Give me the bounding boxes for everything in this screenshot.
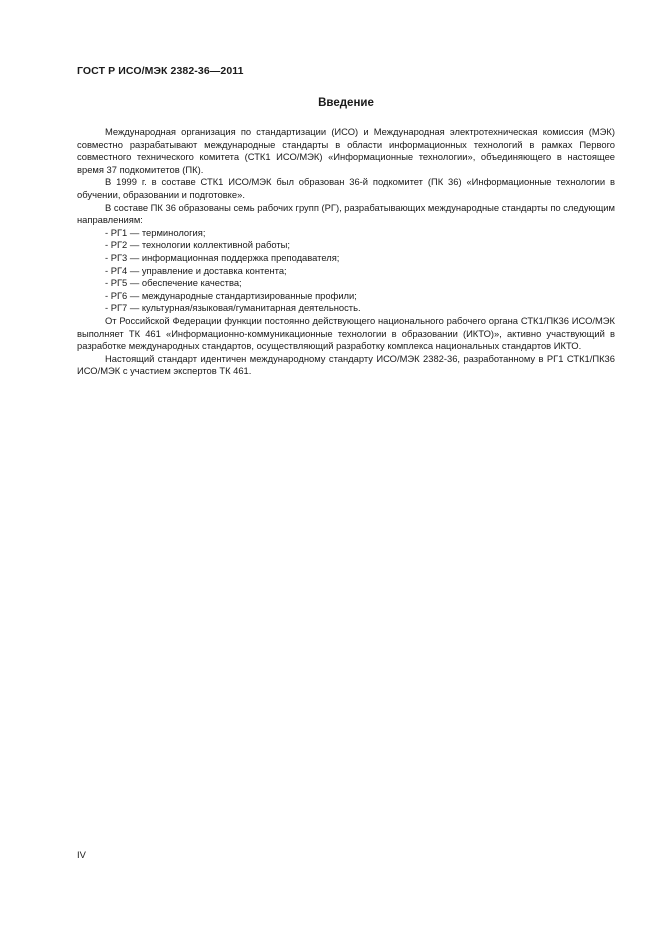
paragraph: В 1999 г. в составе СТК1 ИСО/МЭК был образован 36-й подкомитет (ПК 36) «Информационные технологии в обучении, образовании и подготовке». <box>77 176 615 200</box>
paragraph: Настоящий стандарт идентичен международному стандарту ИСО/МЭК 2382-36, разработанному в РГ1 СТК1/ПК36 ИСО/МЭК с участием экспертов ТК 461. <box>77 352 615 377</box>
section-body <box>77 126 615 378</box>
list-item: - РГ7 — культурная/языковая/гуманитарная деятельность. <box>105 302 361 314</box>
list-item: - РГ2 — технологии коллективной работы; <box>105 239 290 251</box>
paragraph: Международная организация по стандартизации (ИСО) и Международная электротехническая комиссия (МЭК) совместно разрабатывают международные стандарты в области информационных технологий в рамках Первого совместного технического комитета (СТК1 ИСО/МЭК) «Информационные технологии», объединяющего в настоящее время 37 подкомитетов (ПК). <box>77 126 615 175</box>
document-header: ГОСТ Р ИСО/МЭК 2382-36—2011 <box>77 65 244 77</box>
list-item: - РГ1 — терминология; <box>105 226 206 238</box>
section-title: Введение <box>318 97 374 109</box>
paragraph: В составе ПК 36 образованы семь рабочих групп (РГ), разрабатывающих международные стандарты по следующим направлениям: <box>77 201 615 226</box>
list-item: - РГ6 — международные стандартизированные профили; <box>105 289 357 301</box>
paragraph: От Российской Федерации функции постоянно действующего национального рабочего органа СТК1/ПК36 ИСО/МЭК выполняет ТК 461 «Информационно-коммуникационные технологии в образовании (ИКТО)», активно участвующий в разработке международных стандартов, осуществляющий разработку комплекса национальных стандартов ИКТО. <box>77 314 615 352</box>
list-item: - РГ3 — информационная поддержка преподавателя; <box>105 251 340 263</box>
list-item: - РГ5 — обеспечение качества; <box>105 277 242 289</box>
working-groups-list <box>77 227 615 315</box>
list-item: - РГ4 — управление и доставка контента; <box>105 264 287 276</box>
page-number: IV <box>77 849 86 860</box>
